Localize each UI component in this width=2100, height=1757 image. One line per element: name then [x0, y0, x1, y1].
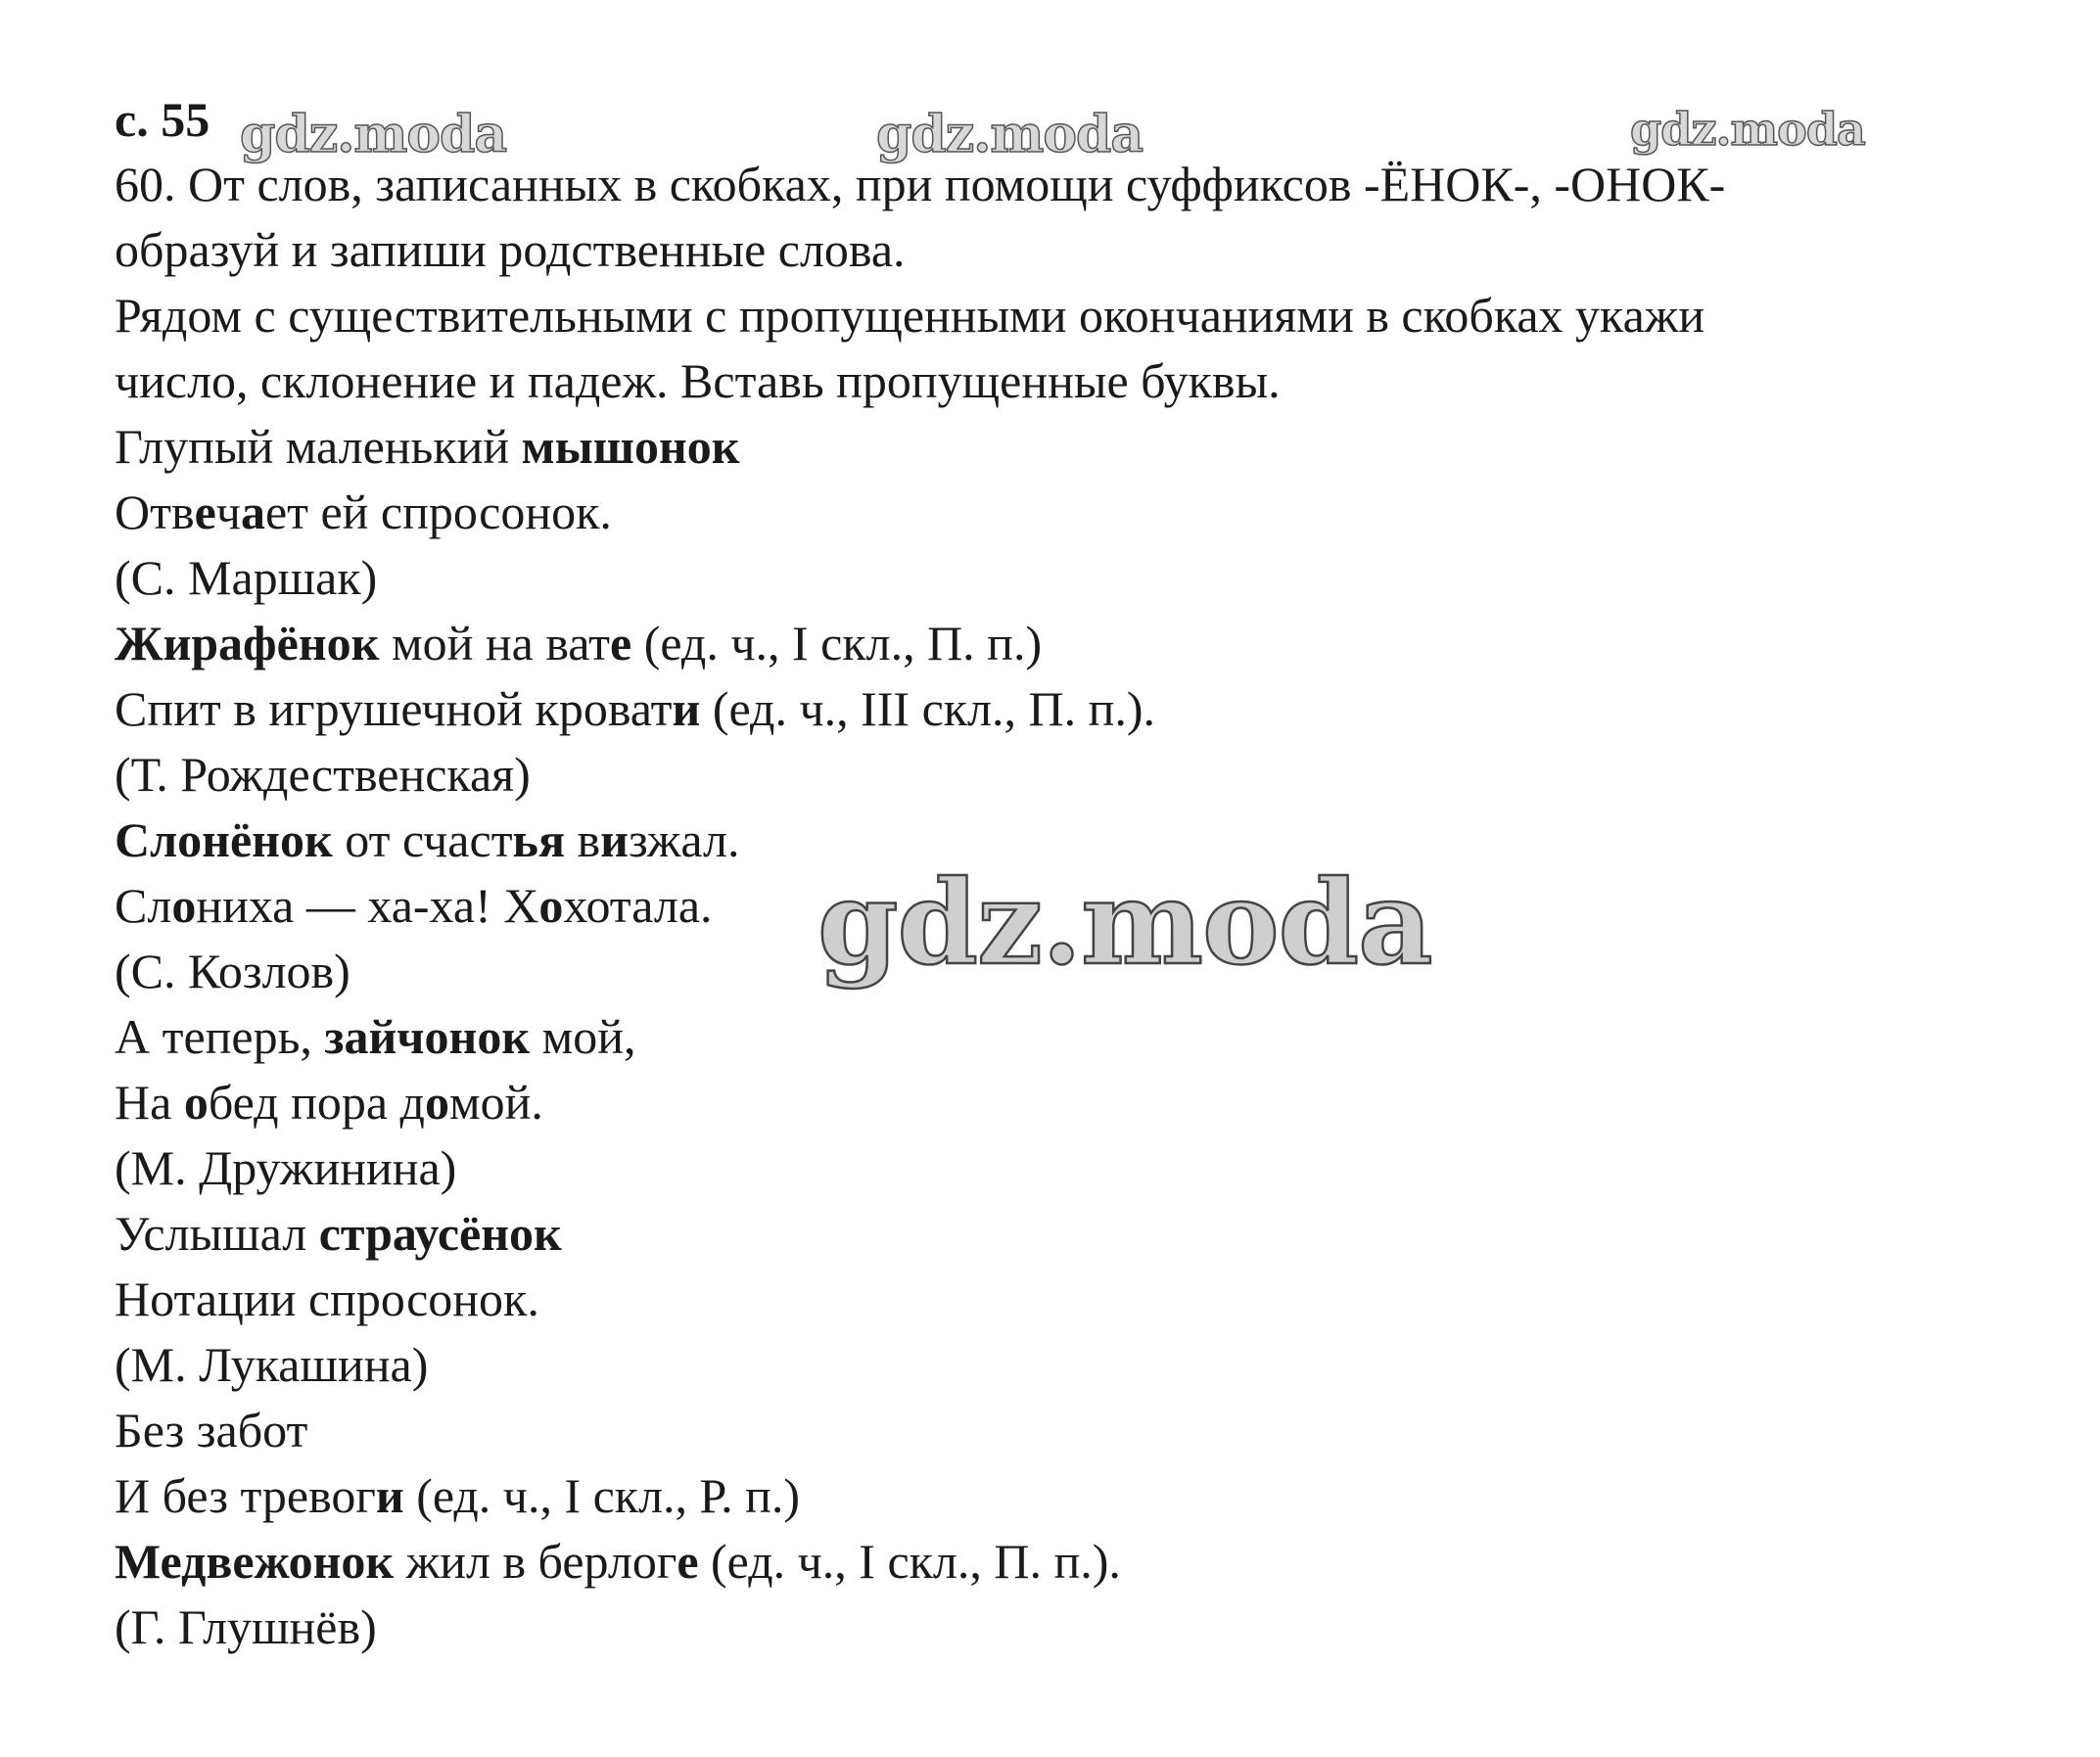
text-line [115, 1270, 539, 1328]
text-line [115, 614, 1042, 672]
text-line [115, 351, 1281, 410]
text-fragment: Глупый маленький [115, 419, 522, 474]
text-fragment: Нотации спросонок. [115, 1272, 539, 1326]
text-line [115, 1466, 800, 1525]
bold-fragment: о [538, 878, 564, 933]
bold-fragment: страусёнок [318, 1206, 562, 1261]
text-fragment: (Г. Глушнёв) [115, 1599, 377, 1654]
watermark-large: gdz.moda [817, 855, 1432, 991]
text-line [115, 876, 713, 935]
bold-fragment: о [424, 1075, 449, 1130]
text-line [115, 483, 612, 541]
text-line [115, 942, 350, 1000]
text-fragment: мой на ват [379, 616, 611, 670]
text-fragment: (ед. ч., I скл., П. п.). [698, 1534, 1121, 1589]
bold-fragment: мышонок [521, 419, 740, 474]
page-number: с. 55 [115, 92, 210, 147]
bold-fragment: а [240, 485, 265, 539]
text-line [115, 220, 906, 279]
text-fragment: хотала. [563, 878, 713, 933]
text-fragment: (С. Козлов) [115, 944, 350, 998]
bold-fragment: Слонёнок [115, 812, 333, 867]
text-fragment: Отв [115, 485, 195, 539]
text-fragment: ниха — ха-ха! Х [196, 878, 539, 933]
bold-fragment: е [677, 1534, 699, 1589]
bold-fragment: о [183, 1075, 209, 1130]
text-fragment: бед пора д [208, 1075, 425, 1130]
text-fragment: (ед. ч., I скл., П. п.) [631, 616, 1043, 670]
text-fragment: в [565, 812, 601, 867]
text-line [115, 1335, 428, 1394]
text-fragment: число, склонение и падеж. Вставь пропущенные буквы. [115, 353, 1281, 408]
text-line [115, 1532, 1121, 1591]
bold-fragment: ья [512, 812, 566, 867]
text-line [115, 745, 531, 804]
text-fragment: И без тревог [115, 1468, 376, 1523]
bold-fragment: о [171, 878, 197, 933]
text-line [115, 1138, 456, 1197]
text-fragment: Без забот [115, 1403, 308, 1457]
text-fragment: 60. От слов, записанных в скобках, при помощи суффиксов -ЁНОК-, -ОНОК- [115, 157, 1726, 211]
text-fragment: А теперь, [115, 1009, 325, 1064]
text-line [115, 417, 740, 476]
bold-fragment: и [375, 1468, 404, 1523]
text-fragment: жил в берлог [394, 1534, 677, 1589]
text-line [115, 548, 377, 607]
text-fragment: ет ей спросонок. [264, 485, 612, 539]
bold-fragment: и [600, 812, 629, 867]
text-line [115, 679, 1155, 738]
text-fragment: мой. [448, 1075, 543, 1130]
text-line [115, 155, 1725, 213]
text-fragment: На [115, 1075, 184, 1130]
text-fragment: (ед. ч., III скл., П. п.). [700, 681, 1156, 736]
bold-fragment: и [672, 681, 701, 736]
text-line [115, 1204, 562, 1263]
text-fragment: (М. Дружинина) [115, 1140, 457, 1195]
text-fragment: (М. Лукашина) [115, 1337, 429, 1392]
text-fragment: ч [215, 485, 241, 539]
bold-fragment: е [194, 485, 216, 539]
text-fragment: зжал. [628, 812, 740, 867]
text-line [115, 1073, 543, 1132]
text-fragment: (ед. ч., I скл., Р. п.) [403, 1468, 801, 1523]
text-fragment: образуй и запиши родственные слова. [115, 222, 906, 277]
text-fragment: (Т. Рождественская) [115, 747, 531, 802]
bold-fragment: е [610, 616, 632, 670]
bold-fragment: Медвежонок [115, 1534, 395, 1589]
text-line [115, 286, 1704, 345]
text-fragment: (С. Маршак) [115, 550, 378, 605]
text-fragment: мой, [530, 1009, 636, 1064]
text-line [115, 810, 739, 869]
text-fragment: Рядом с существительными с пропущенными окончаниями в скобках укажи [115, 288, 1705, 343]
watermark: gdz.moda [1630, 103, 1865, 156]
bold-fragment: Жирафёнок [115, 616, 380, 670]
watermark: gdz.moda [240, 105, 507, 164]
text-line [115, 1597, 377, 1656]
text-fragment: от счаст [332, 812, 513, 867]
text-line [115, 1007, 636, 1066]
text-fragment: Сл [115, 878, 172, 933]
watermark: gdz.moda [876, 105, 1143, 164]
bold-fragment: зайчонок [324, 1009, 531, 1064]
text-fragment: Услышал [115, 1206, 319, 1261]
text-fragment: Спит в игрушечной кроват [115, 681, 673, 736]
text-line [115, 1401, 307, 1459]
